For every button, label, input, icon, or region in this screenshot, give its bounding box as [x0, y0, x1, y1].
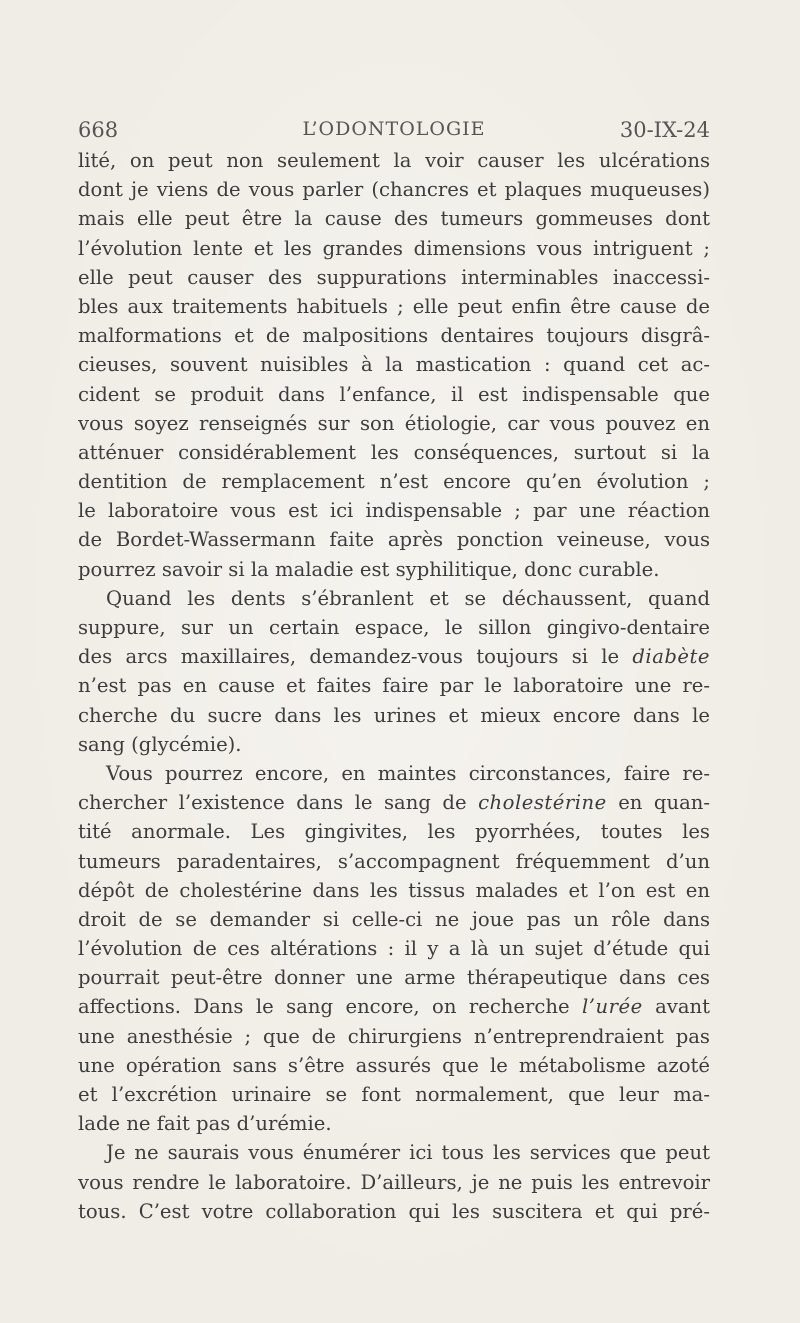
text-line-content: lade ne fait pas d’urémie.	[78, 1112, 332, 1136]
text-line-content: affections. Dans le sang encore, on recherche	[78, 995, 582, 1019]
text-line-content: droit de se demander si celle-ci ne joue pas un rôle dans	[78, 907, 710, 931]
text-line	[78, 1080, 710, 1109]
text-line-content: chercher l’existence dans le sang de	[78, 791, 479, 815]
text-line-content: cieuses, souvent nuisibles à la mastication : quand cet ac-	[78, 353, 710, 377]
text-line-content: Je ne saurais vous énumérer ici tous les services que peut	[106, 1141, 710, 1165]
text-line-content: tumeurs paradentaires, s’accompagnent fréquemment d’un	[78, 849, 710, 873]
text-line-content: l’évolution de ces altérations : il y a là un sujet d’étude qui	[78, 937, 710, 961]
text-line	[78, 1138, 710, 1167]
text-line-content: Vous pourrez encore, en maintes circonstances, faire re-	[106, 761, 710, 785]
text-line	[78, 817, 710, 846]
text-line	[78, 380, 710, 409]
text-line	[78, 146, 710, 175]
text-line-content: tité anormale. Les gingivites, les pyorrhées, toutes les	[78, 820, 710, 844]
italic-term: l’urée	[582, 995, 643, 1019]
text-line-content: une opération sans s’être assurés que le métabolisme azoté	[78, 1053, 710, 1077]
text-line	[78, 1109, 710, 1138]
text-line-content: pourrez savoir si la maladie est syphilitique, donc curable.	[78, 557, 660, 581]
text-line	[78, 671, 710, 700]
text-line-content: malformations et de malpositions dentaires toujours disgrâ-	[78, 324, 710, 348]
text-line	[78, 438, 710, 467]
text-line-content: et l’excrétion urinaire se font normalement, que leur ma-	[78, 1083, 710, 1106]
text-line-content: Quand les dents s’ébranlent et se déchaussent, quand	[106, 586, 710, 610]
running-title: L’ODONTOLOGIE	[302, 118, 486, 140]
body-text	[78, 146, 710, 1226]
text-line	[78, 934, 710, 963]
text-line	[78, 730, 710, 759]
text-line-tail: en quan-	[606, 791, 710, 815]
text-line	[78, 467, 710, 496]
text-line-content: lité, on peut non seulement la voir causer les ulcérations	[78, 149, 710, 172]
text-line	[78, 263, 710, 292]
text-line	[78, 1197, 710, 1226]
text-line	[78, 409, 710, 438]
text-line-content: mais elle peut être la cause des tumeurs gommeuses dont	[78, 207, 710, 231]
text-line	[78, 992, 710, 1021]
text-line-content: l’évolution lente et les grandes dimensions vous intriguent ;	[78, 236, 710, 260]
text-line	[78, 905, 710, 934]
text-line	[78, 1168, 710, 1197]
text-line	[78, 701, 710, 730]
text-line-content: cherche du sucre dans les urines et mieux encore dans le	[78, 703, 710, 727]
text-line-content: le laboratoire vous est ici indispensable ; par une réaction	[78, 499, 710, 523]
text-line	[78, 525, 710, 554]
text-line-content: une anesthésie ; que de chirurgiens n’entreprendraient pas	[78, 1024, 710, 1048]
italic-term: cholestérine	[478, 791, 607, 815]
text-line-content: de Bordet-Wassermann faite après ponction veineuse, vous	[78, 528, 710, 552]
text-line	[78, 175, 710, 204]
text-line	[78, 963, 710, 992]
text-line-content: n’est pas en cause et faites faire par le laboratoire une re-	[78, 674, 710, 698]
text-line	[78, 759, 710, 788]
text-line	[78, 234, 710, 263]
text-line	[78, 321, 710, 350]
text-line-content: tous. C’est votre collaboration qui les suscitera et qui pré-	[78, 1199, 710, 1223]
text-line-content: dont je viens de vous parler (chancres et plaques muqueuses)	[78, 178, 710, 202]
text-line	[78, 584, 710, 613]
text-line-content: dépôt de cholestérine dans les tissus malades et l’on est en	[78, 878, 710, 902]
text-line	[78, 496, 710, 525]
text-line-content: sang (glycémie).	[78, 732, 242, 756]
text-line	[78, 292, 710, 321]
text-line-content: vous soyez renseignés sur son étiologie, car vous pouvez en	[78, 411, 710, 435]
text-line	[78, 555, 710, 584]
page-number: 668	[78, 118, 119, 142]
text-line-content: bles aux traitements habituels ; elle peut enfin être cause de	[78, 294, 710, 318]
text-line	[78, 788, 710, 817]
italic-term: diabète	[632, 645, 710, 669]
issue-date: 30-IX-24	[619, 118, 710, 142]
text-line	[78, 1051, 710, 1080]
text-line-content: des arcs maxillaires, demandez-vous toujours si le	[78, 645, 633, 669]
text-line-tail: avant	[642, 995, 710, 1019]
text-line-content: atténuer considérablement les conséquences, surtout si la	[78, 440, 710, 464]
text-line	[78, 204, 710, 233]
text-line-content: suppure, sur un certain espace, le sillon gingivo-dentaire	[78, 616, 710, 639]
text-line	[78, 847, 710, 876]
text-line-content: dentition de remplacement n’est encore qu’en évolution ;	[78, 470, 710, 494]
text-line-content: cident se produit dans l’enfance, il est indispensable que	[78, 382, 710, 406]
text-line-content: elle peut causer des suppurations interminables inaccessi-	[78, 265, 710, 289]
text-line-content: pourrait peut-être donner une arme thérapeutique dans ces	[78, 966, 710, 990]
text-line	[78, 1022, 710, 1051]
text-line	[78, 876, 710, 905]
text-line	[78, 350, 710, 379]
text-line-content: vous rendre le laboratoire. D’ailleurs, je ne puis les entrevoir	[78, 1170, 710, 1194]
text-line	[78, 613, 710, 642]
text-line	[78, 642, 710, 671]
page-header	[78, 112, 710, 146]
